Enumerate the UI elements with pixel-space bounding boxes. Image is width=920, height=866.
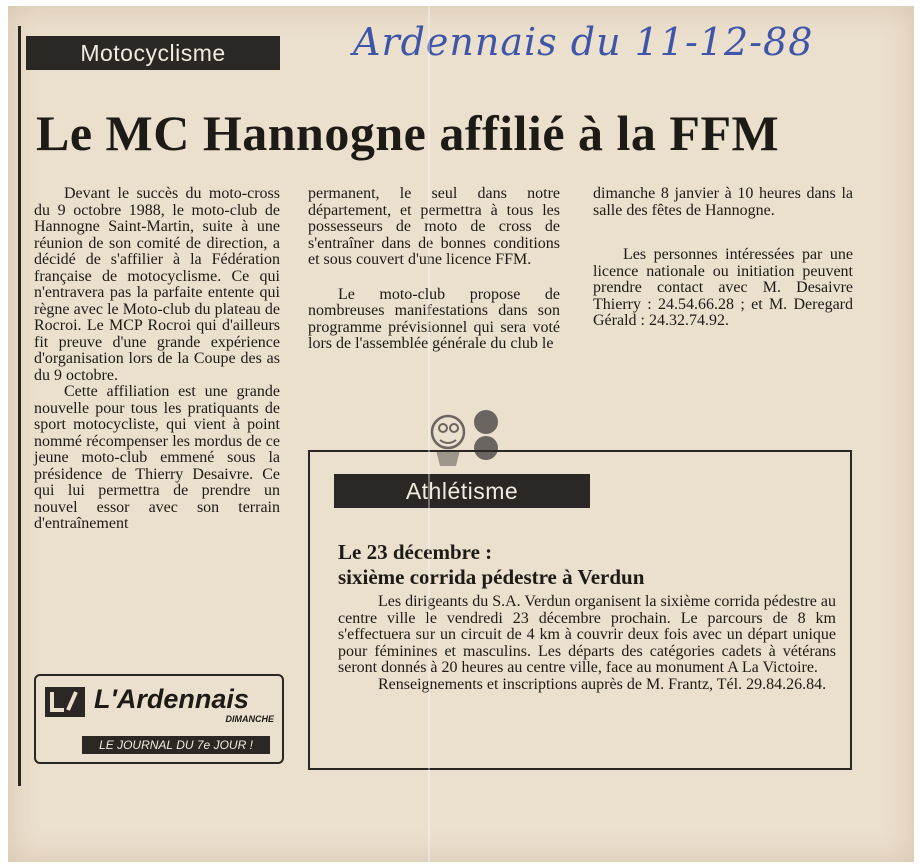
column-1-paragraph-1: Devant le succès du moto-cross du 9 octobre 1988, le moto-club de Hannogne Saint-Martin, suite à une réunion de son comité de direction, a décidé de s'affilier à la Fédération française de motocyclisme. Ce qui n'entravera pas la parfaite entente qui règne avec le Moto-club du plateau de Rocroi. Le MCP Rocroi qui d'ailleurs fit preuve d'une grande expérience d'organisation lors de la Coupe des as du 9 octobre. bbox=[34, 185, 280, 384]
ardennais-mark-icon bbox=[44, 686, 86, 718]
athletisme-subhead-line-2: sixième corrida pédestre à Verdun bbox=[338, 565, 645, 589]
column-2-paragraph-1: permanent, le seul dans notre département, et permettra à tous les possesseurs de moto de cross de s'entraîner dans de bonnes conditions et sous couvert d'une licence FFM. bbox=[308, 185, 560, 268]
ardennais-logo bbox=[34, 674, 284, 764]
article-column-3 bbox=[593, 186, 853, 330]
column-1-paragraph-2: Cette affiliation est une grande nouvelle pour tous les pratiquants de sport motocycliste, qui vient à point nommé récompenser les mordus de ce jeune moto-club emmené sous la présidence de Thierry Desaivre. Ce qui lui permettra de prendre un nouvel essor avec son terrain d'entraînement bbox=[34, 383, 280, 532]
column-3-paragraph-2: Les personnes intéressées par une licence nationale ou initiation peuvent prendre contact avec M. Desaivre Thierry : 24.54.66.28 ; et M. Deregard Gérald : 24.32.74.92. bbox=[593, 246, 853, 329]
logo-dimanche: DIMANCHE bbox=[225, 714, 274, 724]
article-column-2 bbox=[308, 186, 560, 353]
athletisme-subhead-line-1: Le 23 décembre : bbox=[338, 540, 493, 564]
column-rule bbox=[18, 26, 21, 786]
headline: Le MC Hannogne affilié à la FFM bbox=[36, 105, 780, 161]
rubric-motocyclisme bbox=[26, 36, 280, 70]
column-3-paragraph-1: dimanche 8 janvier à 10 heures dans la salle des fêtes de Hannogne. bbox=[593, 185, 853, 219]
athletisme-paragraph-2: Renseignements et inscriptions auprès de M. Frantz, Tél. 29.84.26.84. bbox=[378, 675, 827, 693]
newspaper-clipping bbox=[8, 6, 914, 862]
rubric-athletisme-label: Athlétisme bbox=[405, 477, 519, 504]
athletisme-subhead bbox=[338, 540, 818, 590]
handwritten-date-note: Ardennais du 11-12-88 bbox=[353, 20, 814, 64]
logo-name: L'Ardennais bbox=[94, 684, 249, 714]
athletisme-body bbox=[338, 594, 836, 693]
article-column-1 bbox=[34, 186, 280, 533]
athletisme-paragraph-1: Les dirigeants du S.A. Verdun organisent la sixième corrida pédestre au centre ville le vendredi 23 décembre prochain. Le parcours de 8 km s'effectuera sur un circuit de 4 km à couvrir deux fois avec un départ unique pour féminines et masculins. Les départs des catégories cadets à vétérans seront donnés à 20 heures au centre ville, face au monument A La Victoire. bbox=[338, 593, 836, 676]
rubric-athletisme bbox=[334, 474, 590, 508]
logo-tagline: LE JOURNAL DU 7e JOUR ! bbox=[82, 736, 270, 754]
rubric-motocyclisme-label: Motocyclisme bbox=[80, 39, 226, 66]
paper-crease bbox=[428, 6, 430, 862]
column-2-paragraph-2: Le moto-club propose de nombreuses manifestations dans son programme prévisionnel qui sera voté lors de l'assemblée générale du club le bbox=[308, 285, 560, 352]
